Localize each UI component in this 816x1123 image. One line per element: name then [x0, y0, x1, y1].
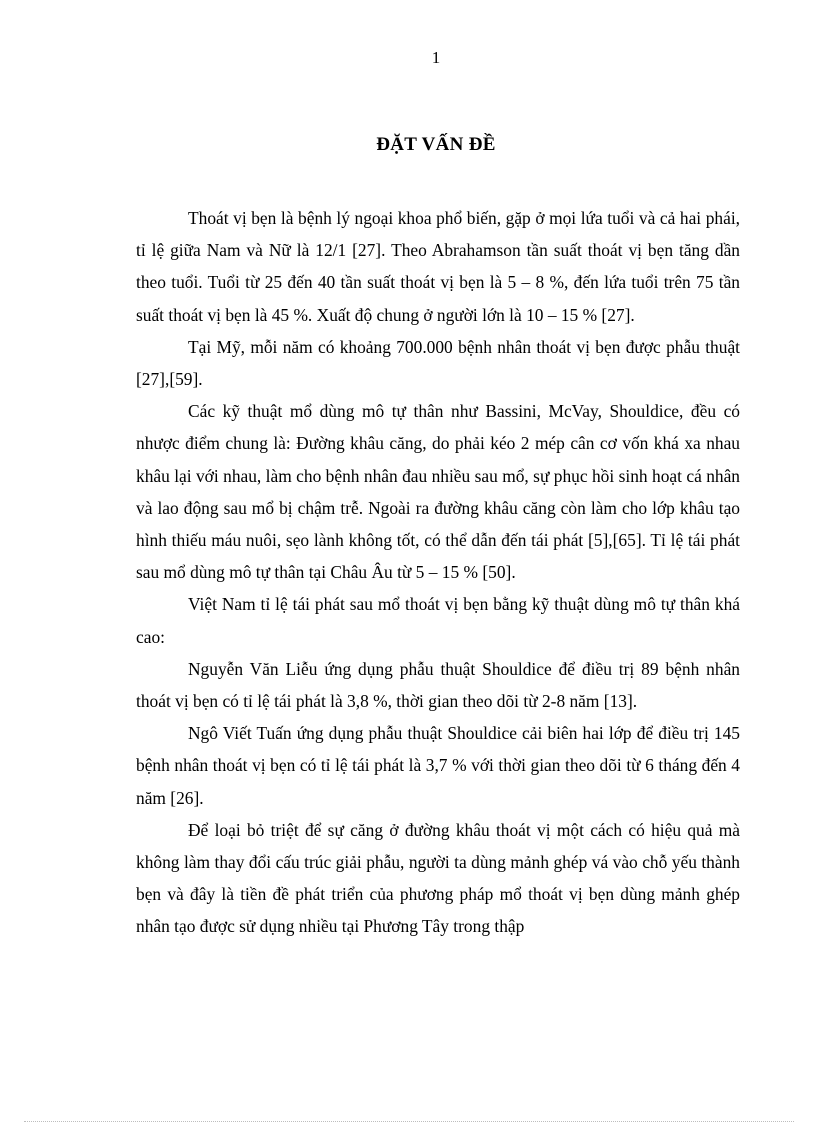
paragraph-nguyen-van-lieu: Nguyễn Văn Liễu ứng dụng phẫu thuật Shouldice để điều trị 89 bệnh nhân thoát vị bẹn có tỉ lệ tái phát là 3,8 %, thời gian theo dõi từ 2-8 năm [13].: [136, 658, 740, 712]
paragraph-vietnam: Việt Nam tỉ lệ tái phát sau mổ thoát vị bẹn bằng kỹ thuật dùng mô tự thân khá cao:: [136, 594, 740, 647]
page-title: ĐẶT VẤN ĐỀ: [376, 134, 496, 155]
body-text: [136, 202, 740, 943]
paragraph-mesh: Để loại bỏ triệt để sự căng ở đường khâu thoát vị một cách có hiệu quả mà không làm thay đổi cấu trúc giải phẫu, người ta dùng mảnh ghép vá vào chỗ yếu thành bẹn và đây là tiền đề phát triển của phương pháp mổ thoát vị bẹn dùng mảnh ghép nhân tạo được sử dụng nhiều tại Phương Tây trong thập: [136, 819, 740, 937]
paragraph-usa: Tại Mỹ, mỗi năm có khoảng 700.000 bệnh nhân thoát vị bẹn được phẫu thuật [27],[59].: [136, 336, 740, 390]
paragraph-intro: Thoát vị bẹn là bệnh lý ngoại khoa phổ biến, gặp ở mọi lứa tuổi và cả hai phái, tỉ lệ giữa Nam và Nữ là 12/1 [27]. Theo Abrahamson tần suất thoát vị bẹn tăng dần theo tuổi. Tuổi từ 25 đến 40 tần suất thoát vị bẹn là 5 – 8 %, đến lứa tuổi trên 75 tần suất thoát vị bẹn là 45 %. Xuất độ chung ở người lớn là 10 – 15 % [27].: [136, 208, 740, 325]
page-bottom-divider: [24, 1121, 794, 1122]
paragraph-ngo-viet-tuan: Ngô Viết Tuấn ứng dụng phẫu thuật Shouldice cải biên hai lớp để điều trị 145 bệnh nhân thoát vị bẹn có tỉ lệ tái phát là 3,7 % với thời gian theo dõi từ 6 tháng đến 4 năm [26].: [136, 723, 740, 808]
paragraph-techniques: Các kỹ thuật mổ dùng mô tự thân như Bassini, McVay, Shouldice, đều có nhược điểm chung là: Đường khâu căng, do phải kéo 2 mép cân cơ vốn khá xa nhau khâu lại với nhau, làm cho bệnh nhân đau nhiều sau mổ, sự phục hồi sinh hoạt cá nhân và lao động sau mổ bị chậm trễ. Ngoài ra đường khâu căng còn làm cho lớp khâu tạo hình thiếu máu nuôi, sẹo lành không tốt, có thể dẫn đến tái phát [5],[65]. Tỉ lệ tái phát sau mổ dùng mô tự thân tại Châu Âu từ 5 – 15 % [50].: [136, 401, 740, 583]
page-number: 1: [431, 48, 441, 67]
